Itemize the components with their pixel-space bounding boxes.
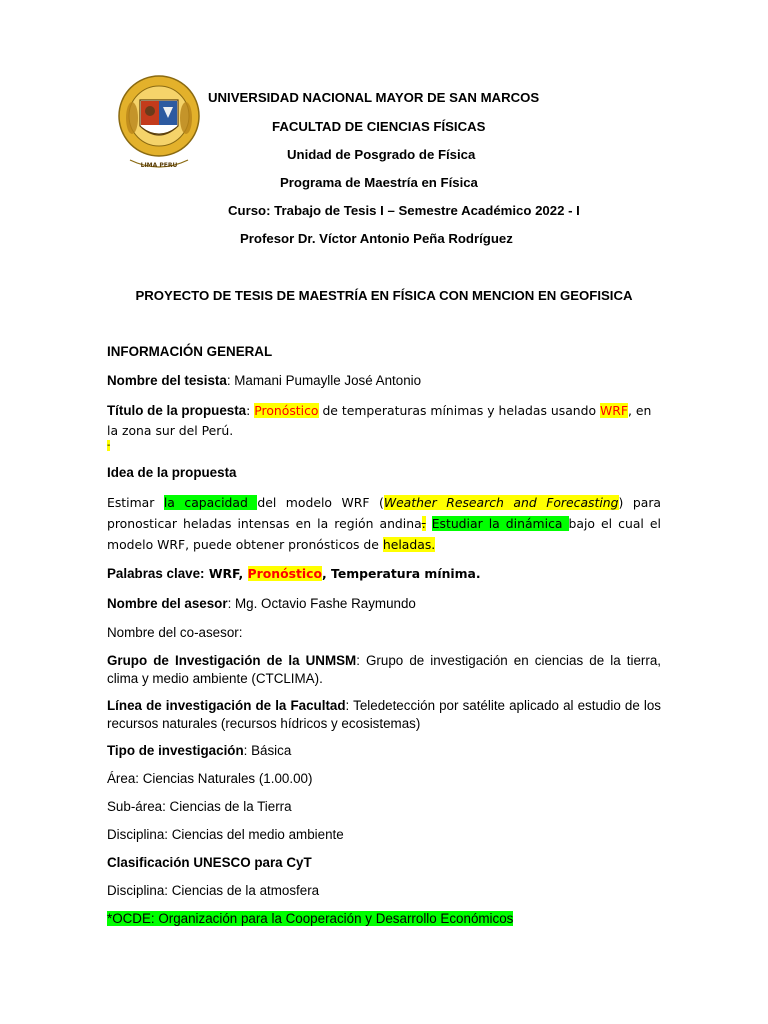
research-line-value: : Teledetección por satélite aplicado al estudio de los recursos naturales (recursos hídricos y ecosistemas) — [107, 698, 661, 731]
proposal-label: Título de la propuesta — [107, 403, 247, 418]
university-seal-logo — [118, 74, 200, 174]
proposal-title-row — [107, 401, 661, 441]
research-group-label: Grupo de Investigación de la UNMSM — [107, 653, 357, 668]
ocde-row — [107, 910, 661, 928]
unesco-discipline-row: Disciplina: Ciencias de la atmosfera — [107, 883, 320, 898]
research-line-row — [107, 697, 661, 733]
program-name: Programa de Maestría en Física — [280, 175, 478, 190]
student-value: : Mamani Pumaylle José Antonio — [226, 373, 422, 388]
unesco-heading: Clasificación UNESCO para CyT — [107, 855, 312, 870]
document-title: PROYECTO DE TESIS DE MAESTRÍA EN FÍSICA CON MENCION EN GEOFISICA — [135, 288, 633, 303]
advisor-value: : Mg. Octavio Fashe Raymundo — [227, 596, 416, 611]
keywords-text-2: , Temperatura mínima. — [322, 566, 481, 581]
advisor-label: Nombre del asesor — [107, 596, 228, 611]
keywords-label: Palabras clave: — [107, 566, 205, 581]
research-group-value: : Grupo de investigación en ciencias de la tierra, clima y medio ambiente (CTCLIMA). — [107, 653, 661, 686]
student-row — [107, 372, 661, 390]
seal-caption: LIMA PERU — [140, 162, 178, 169]
research-type-value: : Básica — [243, 743, 292, 758]
unit-name: Unidad de Posgrado de Física — [287, 147, 476, 162]
student-label: Nombre del tesista — [107, 373, 227, 388]
idea-highlight-heladas: heladas. — [382, 537, 436, 552]
ocde-highlight: *OCDE: Organización para la Cooperación y Desarrollo Económicos — [107, 911, 514, 926]
stray-mark: - — [107, 440, 111, 451]
idea-highlight-wrf-name: Weather Research and Forecasting — [383, 495, 619, 510]
idea-text-5: bajo el cual el modelo WRF, puede obtener pronósticos de — [107, 516, 661, 552]
advisor-row — [107, 595, 661, 613]
course-name: Curso: Trabajo de Tesis I – Semestre Académico 2022 - I — [228, 203, 580, 218]
keywords-text-1: WRF, — [204, 566, 248, 581]
research-type-label: Tipo de investigación — [107, 743, 244, 758]
subarea-row: Sub-área: Ciencias de la Tierra — [107, 799, 292, 814]
idea-highlight-capacidad: la capacidad — [163, 495, 258, 510]
discipline-row: Disciplina: Ciencias del medio ambiente — [107, 827, 344, 842]
research-group-row — [107, 652, 661, 688]
idea-text-1: Estimar — [107, 495, 164, 510]
idea-heading: Idea de la propuesta — [107, 465, 237, 480]
professor-name: Profesor Dr. Víctor Antonio Peña Rodríguez — [240, 231, 513, 246]
university-name: UNIVERSIDAD NACIONAL MAYOR DE SAN MARCOS — [208, 90, 540, 105]
keywords-highlight: Pronóstico — [247, 566, 322, 581]
research-type-row — [107, 742, 661, 760]
idea-text-3: ) para pronosticar heladas intensas en la región andina — [107, 495, 662, 531]
idea-text-4 — [426, 516, 432, 531]
proposal-highlight-wrf: WRF — [600, 403, 629, 418]
proposal-end: , en la zona sur del Perú. — [107, 403, 652, 438]
idea-highlight-period: . — [421, 516, 426, 531]
proposal-highlight-pronostico: Pronóstico — [254, 403, 319, 418]
idea-highlight-dinamica: Estudiar la dinámica — [431, 516, 569, 531]
faculty-name: FACULTAD DE CIENCIAS FÍSICAS — [272, 119, 486, 134]
idea-text-2: del modelo WRF ( — [257, 495, 384, 510]
idea-paragraph — [107, 492, 661, 555]
general-info-heading: INFORMACIÓN GENERAL — [107, 344, 273, 359]
keywords-row — [107, 565, 661, 583]
coadvisor-row: Nombre del co-asesor: — [107, 625, 243, 640]
proposal-mid: de temperaturas mínimas y heladas usando — [318, 403, 601, 418]
research-line-label: Línea de investigación de la Facultad — [107, 698, 346, 713]
proposal-sep: : — [246, 403, 255, 418]
stray-mark-row — [107, 441, 661, 451]
area-row: Área: Ciencias Naturales (1.00.00) — [107, 771, 313, 786]
